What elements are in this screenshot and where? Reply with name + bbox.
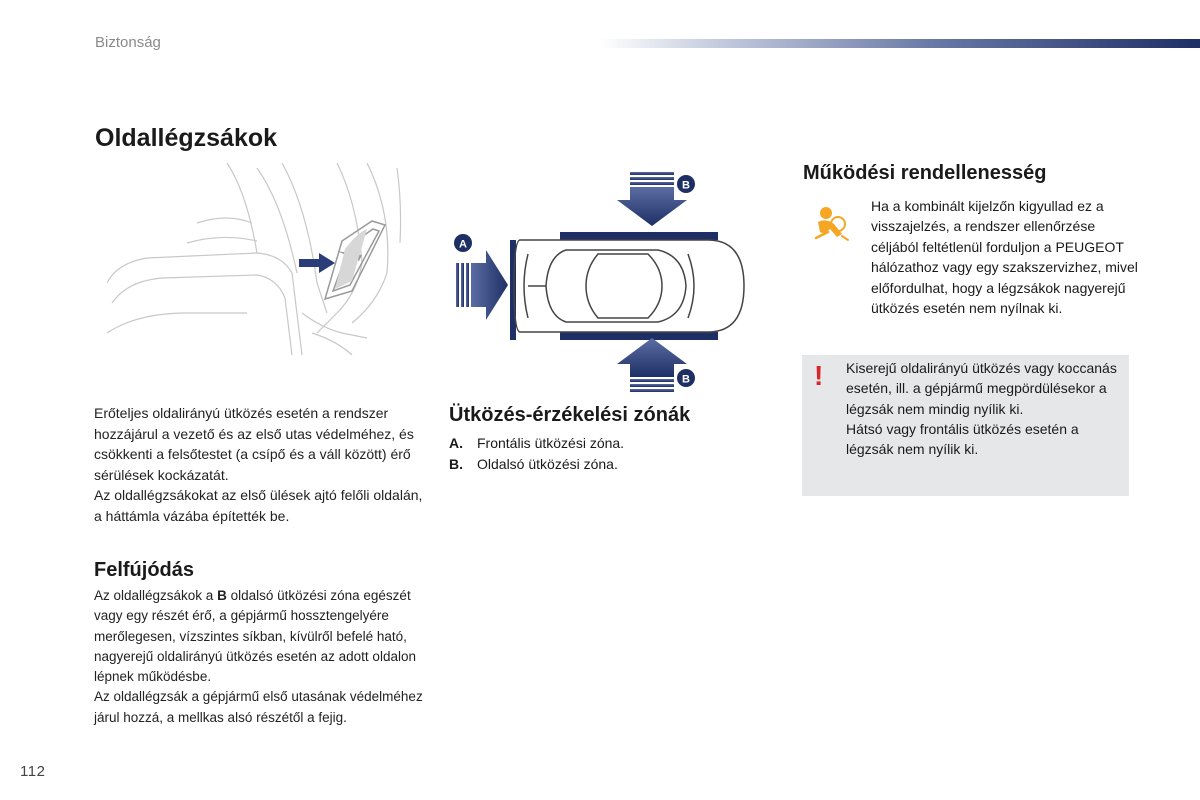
- zones-heading: Ütközés-érzékelési zónák: [449, 404, 691, 426]
- note-paragraph-2: Hátsó vagy frontális ütközés esetén a légzsák nem nyílik ki.: [846, 420, 1079, 458]
- zone-item-b: [449, 454, 624, 475]
- inflation-heading: Felfújódás: [94, 559, 195, 581]
- zone-item-text: Oldalsó ütközési zóna.: [477, 456, 618, 472]
- zone-item-a: [449, 433, 624, 454]
- zone-item-text: Frontális ütközési zóna.: [477, 435, 625, 451]
- zone-label-b-top: B: [682, 179, 690, 192]
- zones-list: [449, 433, 624, 475]
- malfunction-heading: Működési rendellenesség: [803, 162, 1047, 184]
- seat-airbag-illustration: [107, 163, 402, 355]
- section-label: Biztonság: [95, 34, 161, 51]
- inflation-paragraph-1: Az oldallégzsákok a B oldalsó ütközési zóna egészét vagy egy részét érő, a gépjármű hossztengelyére merőlegesen, vízszintes síkban, kívülről befelé ható, nagyerejű oldalirányú ütközés esetén az adott oldalon lépnek működésbe.: [94, 588, 416, 685]
- page-title: Oldallégzsákok: [95, 124, 278, 152]
- inflation-text: [94, 586, 424, 728]
- intro-paragraph-1: Erőteljes oldalirányú ütközés esetén a rendszer hozzájárul a vezető és az első utas védelméhez, és csökkenti a felsőtestet (a csípő és a váll között) érő sérülések kockázatát.: [94, 405, 414, 483]
- header-gradient-bar: [600, 39, 1200, 48]
- note-text: [846, 358, 1124, 459]
- inflation-paragraph-2: Az oldallégzsák a gépjármű első utasának védelméhez járul hozzá, a mellkas alsó részétől a fejig.: [94, 689, 423, 725]
- crash-zones-diagram: [448, 168, 748, 396]
- zone-label-a: A: [459, 238, 467, 251]
- note-paragraph-1: Kiserejű oldalirányú ütközés vagy koccanás esetén, ill. a gépjármű megpördülésekor a légzsák nem mindig nyílik ki.: [846, 360, 1117, 417]
- exclamation-icon: !: [814, 360, 824, 391]
- zone-item-key: A.: [449, 435, 463, 451]
- zone-item-key: B.: [449, 456, 463, 472]
- malfunction-warning-text: Ha a kombinált kijelzőn kigyullad ez a visszajelzés, a rendszer ellenőrzése céljából feltétlenül forduljon a PEUGEOT hálózathoz vagy egy szakszervizhez, mivel előfordulhat, hogy a légzsákok nagyerejű ütközés esetén nem nyílnak ki.: [871, 198, 1138, 317]
- intro-text: [94, 403, 424, 526]
- intro-paragraph-2: Az oldallégzsákokat az első ülések ajtó felőli oldalán, a háttámla vázába építették be.: [94, 487, 423, 524]
- page-number: 112: [20, 763, 46, 780]
- airbag-warning-icon: [812, 204, 852, 242]
- zone-label-b-bottom: B: [682, 373, 690, 386]
